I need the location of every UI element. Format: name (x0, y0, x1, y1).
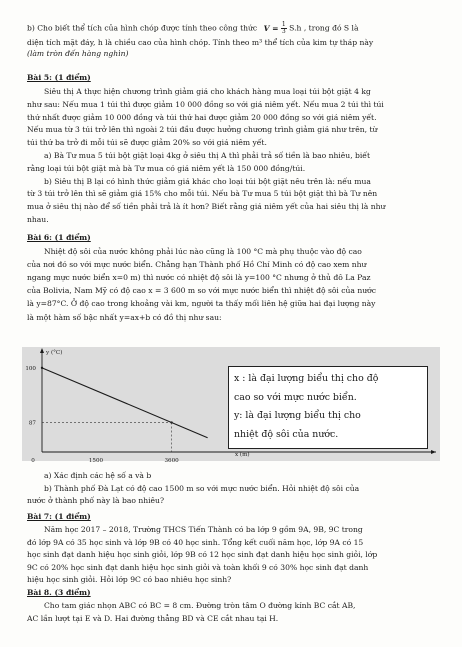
bai5-line-11: nhau. (27, 215, 49, 224)
bai6-line-6: là một hàm số bậc nhất y=ax+b có đồ thị như sau: (27, 312, 222, 322)
x-axis-label: x (m) (235, 452, 250, 458)
bai5-line-3: thứ nhất được giảm 10 000 đồng và túi thứ hai được giảm 20 000 đồng so với giá niêm yết. (27, 112, 377, 122)
x-tick-1500: 1500 (88, 458, 104, 464)
formula-rhs: S.h (289, 23, 302, 33)
bai5-line-4: Nếu mua từ 3 túi trở lên thì ngoài 2 túi đầu được hưởng chương trình giảm giá như trên, từ (27, 125, 378, 135)
bai5-line-5: túi thứ ba trở đi mỗi túi sẽ được giảm 20% so với giá niêm yết. (27, 138, 267, 148)
bai7-title: Bài 7: (1 điểm) (27, 512, 91, 521)
bai6-title: Bài 6: (1 điểm) (27, 233, 91, 242)
y-tick-87: 87 (28, 420, 36, 427)
bai7-line-2: đó lớp 9A có 35 học sinh và lớp 9B có 40 học sinh. Tổng kết cuối năm học, lớp 9A có 15 (27, 537, 364, 547)
bai6-line-5: là y=87°C. Ở độ cao trong khoảng vài km, người ta thấy mối liên hệ giữa hai đại lượng này (27, 299, 376, 309)
bai5-line-9: từ 3 túi trở lên thì sẽ giảm giá 15% cho mỗi túi. Nếu bà Tư mua 5 túi bột giặt thì bà Tư nên (27, 189, 378, 199)
legend-line-1: x : là đại lượng biểu thị cho độ (234, 373, 379, 384)
formula-lhs: V = (263, 23, 279, 33)
formula-numerator: 1 (281, 21, 286, 28)
bai5-line-1: Siêu thị A thực hiện chương trình giảm giá cho khách hàng mua loại túi bột giặt 4 kg (44, 87, 371, 96)
bai6-line-2: của nơi đó so với mực nước biển. Chẳng hạn Thành phố Hồ Chí Minh có độ cao xem như (27, 260, 367, 270)
bai6-line-4: của Bolivia, Nam Mỹ có độ cao x = 3 600 m so với mực nước biển thì nhiệt độ sôi của nước (27, 286, 376, 296)
legend-line-4: nhiệt độ sôi của nước. (234, 428, 339, 440)
x-tick-0: 0 (31, 458, 35, 464)
bai6-line-2: b) Thành phố Đà Lạt có độ cao 1500 m so với mực nước biển. Hỏi nhiệt độ sôi của (44, 483, 360, 493)
part-b-line-2: diện tích mặt đáy, h là chiều cao của hình chóp. Tính theo m³ thể tích của kim tự tháp này (27, 38, 374, 47)
bai7-line-5: hiệu học sinh giỏi. Hỏi lớp 9C có bao nhiêu học sinh? (27, 575, 232, 585)
y-axis-label: y (°C) (46, 350, 63, 356)
bai7-line-4: 9C có 20% học sinh đạt danh hiệu học sinh giỏi và toàn khối 9 có 30% học sinh đạt danh (27, 562, 369, 572)
legend-line-2: cao so với mực nước biển. (234, 391, 357, 403)
bai8-line-1: Cho tam giác nhọn ABC có BC = 8 cm. Đường tròn tâm O đường kính BC cắt AB, (44, 601, 356, 610)
bai7-line-3: học sinh đạt danh hiệu học sinh giỏi, lớp 9B có 12 học sinh đạt danh hiệu học sinh giỏi, lớp (27, 550, 378, 560)
part-b-line-1 (27, 22, 359, 35)
bai5-line-8: b) Siêu thị B lại có hình thức giảm giá khác cho loại túi bột giặt nêu trên là: nếu mua (44, 176, 371, 186)
chart-legend-box (228, 366, 428, 449)
bai5-line-6: a) Bà Tư mua 5 túi bột giặt loại 4kg ở siêu thị A thì phải trả số tiền là bao nhiêu, biết (44, 151, 371, 160)
formula-denominator: 3 (281, 28, 286, 35)
formula-fraction (281, 22, 287, 35)
bai8-line-2: AC lần lượt tại E và D. Hai đường thẳng BD và CE cắt nhau tại H. (27, 613, 279, 623)
bai6-line-1: a) Xác định các hệ số a và b (44, 471, 152, 480)
data-point-1 (41, 367, 43, 369)
bai5-line-2: như sau: Nếu mua 1 túi thì được giảm 10 000 đồng so với giá niêm yết. Nếu mua 2 túi thì túi (27, 99, 384, 109)
bai8-title: Bài 8. (3 điểm) (27, 588, 91, 597)
bai6-line-1: Nhiệt độ sôi của nước không phải lúc nào cũng là 100 °C mà phụ thuộc vào độ cao (44, 247, 362, 256)
part-b-prefix: b) Cho biết thể tích của hình chóp được tính theo công thức (27, 23, 258, 33)
part-b-suffix: , trong đó S là (303, 23, 359, 33)
bai5-line-7: rằng loại túi bột giặt mà bà Tư mua có giá niêm yết là 150 000 đồng/túi. (27, 163, 306, 173)
bai5-title: Bài 5: (1 điểm) (27, 73, 91, 82)
x-tick-3600: 3600 (164, 458, 179, 464)
bai5-line-10: mua ở siêu thị nào để số tiền phải trả là ít hơn? Biết rằng giá niêm yết của hai siêu thị là như (27, 202, 386, 212)
y-tick-100: 100 (25, 365, 36, 372)
legend-line-3: y: là đại lượng biểu thị cho (234, 410, 361, 421)
part-b-line-3: (làm tròn đến hàng nghìn) (27, 49, 129, 58)
bai6-line-3: ngang mực nước biển x=0 m) thì nước có nhiệt độ sôi là y=100 °C nhưng ở thủ đô La Paz (27, 273, 371, 283)
bai7-line-1: Năm học 2017 – 2018, Trường THCS Tiến Thành có ba lớp 9 gồm 9A, 9B, 9C trong (44, 525, 363, 534)
bai6-line-3: nước ở thành phố này là bao nhiêu? (27, 496, 165, 505)
